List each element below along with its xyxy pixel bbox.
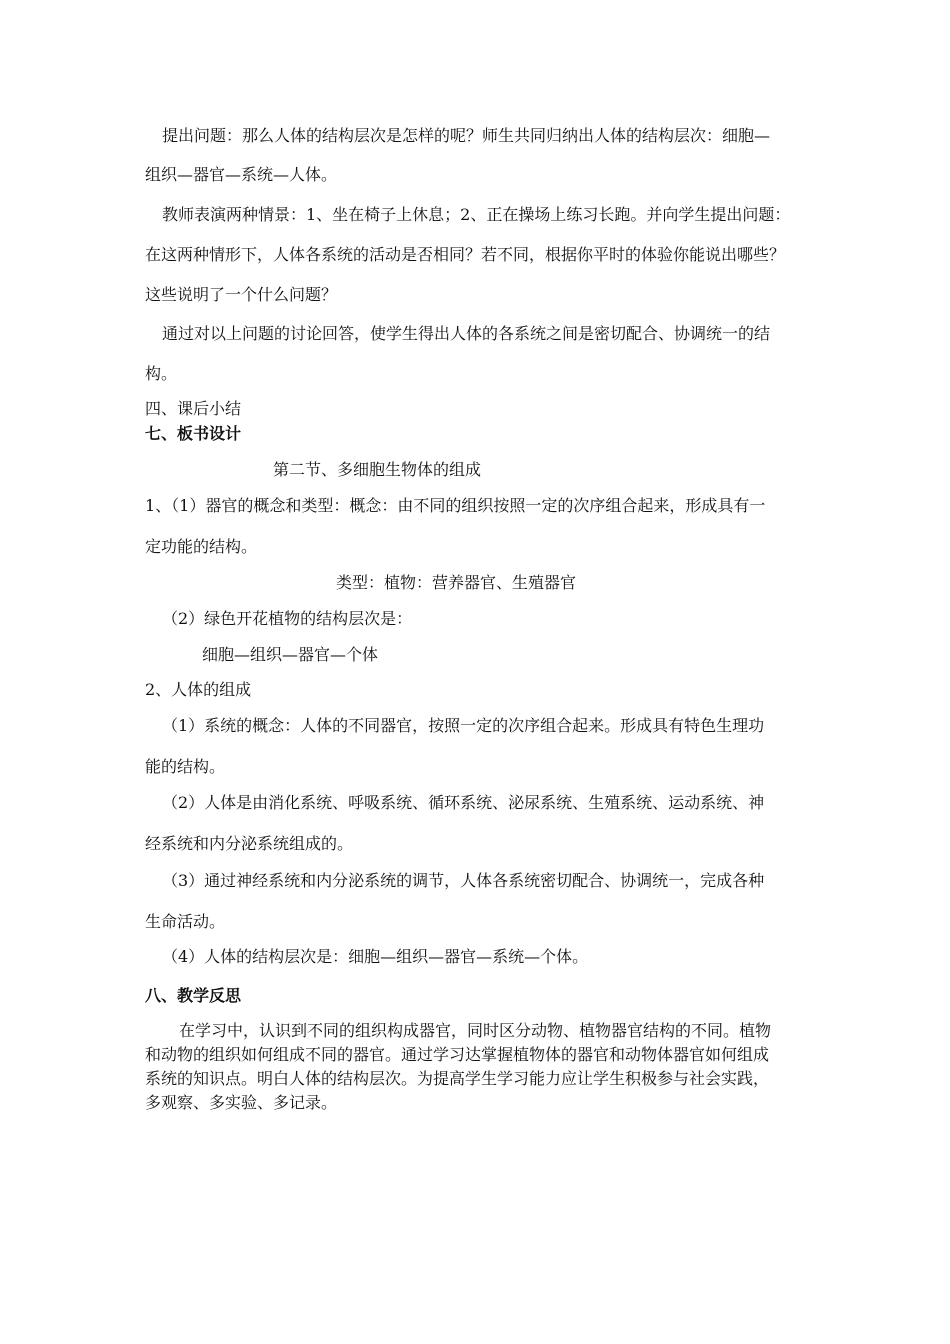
paragraph-line: 系统的知识点。明白人体的结构层次。为提高学生学习能力应让学生积极参与社会实践，: [145, 1069, 770, 1088]
paragraph-line: 这些说明了一个什么问题？: [145, 285, 338, 304]
paragraph-line: 定功能的结构。: [145, 537, 258, 556]
paragraph-line: 构。: [145, 364, 178, 383]
paragraph-line: （2）绿色开花植物的结构层次是：: [162, 609, 413, 628]
list-heading: 2、人体的组成: [145, 680, 252, 699]
section-heading: 八、教学反思: [145, 986, 242, 1005]
paragraph-line: 类型：植物：营养器官、生殖器官: [336, 573, 577, 592]
section-heading: 七、板书设计: [145, 424, 242, 443]
paragraph-line: （4）人体的结构层次是：细胞—组织—器官—系统—个体。: [162, 947, 589, 966]
paragraph-line: 细胞—组织—器官—个体: [202, 645, 379, 664]
paragraph-line: 教师表演两种情景：1、坐在椅子上休息；2、正在操场上练习长跑。并向学生提出问题：: [162, 205, 791, 224]
paragraph-line: 通过对以上问题的讨论回答，使学生得出人体的各系统之间是密切配合、协调统一的结: [162, 324, 771, 343]
paragraph-line: 经系统和内分泌系统组成的。: [145, 834, 354, 853]
paragraph-line: 1、（1）器官的概念和类型：概念：由不同的组织按照一定的次序组合起来，形成具有一: [145, 496, 766, 515]
paragraph-line: 和动物的组织如何组成不同的器官。通过学习达掌握植物体的器官和动物体器官如何组成: [145, 1045, 770, 1064]
section-heading: 四、课后小结: [145, 399, 242, 418]
paragraph-line: 组织—器官—系统—人体。: [145, 165, 338, 184]
paragraph-line: 在这两种情形下，人体各系统的活动是否相同？若不同，根据你平时的体验你能说出哪些？: [145, 245, 786, 264]
paragraph-line: 生命活动。: [145, 912, 226, 931]
paragraph-line: 能的结构。: [145, 757, 226, 776]
paragraph-line: 提出问题：那么人体的结构层次是怎样的呢？师生共同归纳出人体的结构层次：细胞—: [162, 126, 771, 145]
board-subtitle: 第二节、多细胞生物体的组成: [273, 460, 482, 479]
paragraph-line: 在学习中，认识到不同的组织构成器官，同时区分动物、植物器官结构的不同。植物: [179, 1021, 772, 1040]
paragraph-line: （2）人体是由消化系统、呼吸系统、循环系统、泌尿系统、生殖系统、运动系统、神: [162, 793, 765, 812]
paragraph-line: 多观察、多实验、多记录。: [145, 1093, 338, 1112]
paragraph-line: （1）系统的概念：人体的不同器官，按照一定的次序组合起来。形成具有特色生理功: [162, 716, 765, 735]
paragraph-line: （3）通过神经系统和内分泌系统的调节，人体各系统密切配合、协调统一，完成各种: [162, 871, 765, 890]
